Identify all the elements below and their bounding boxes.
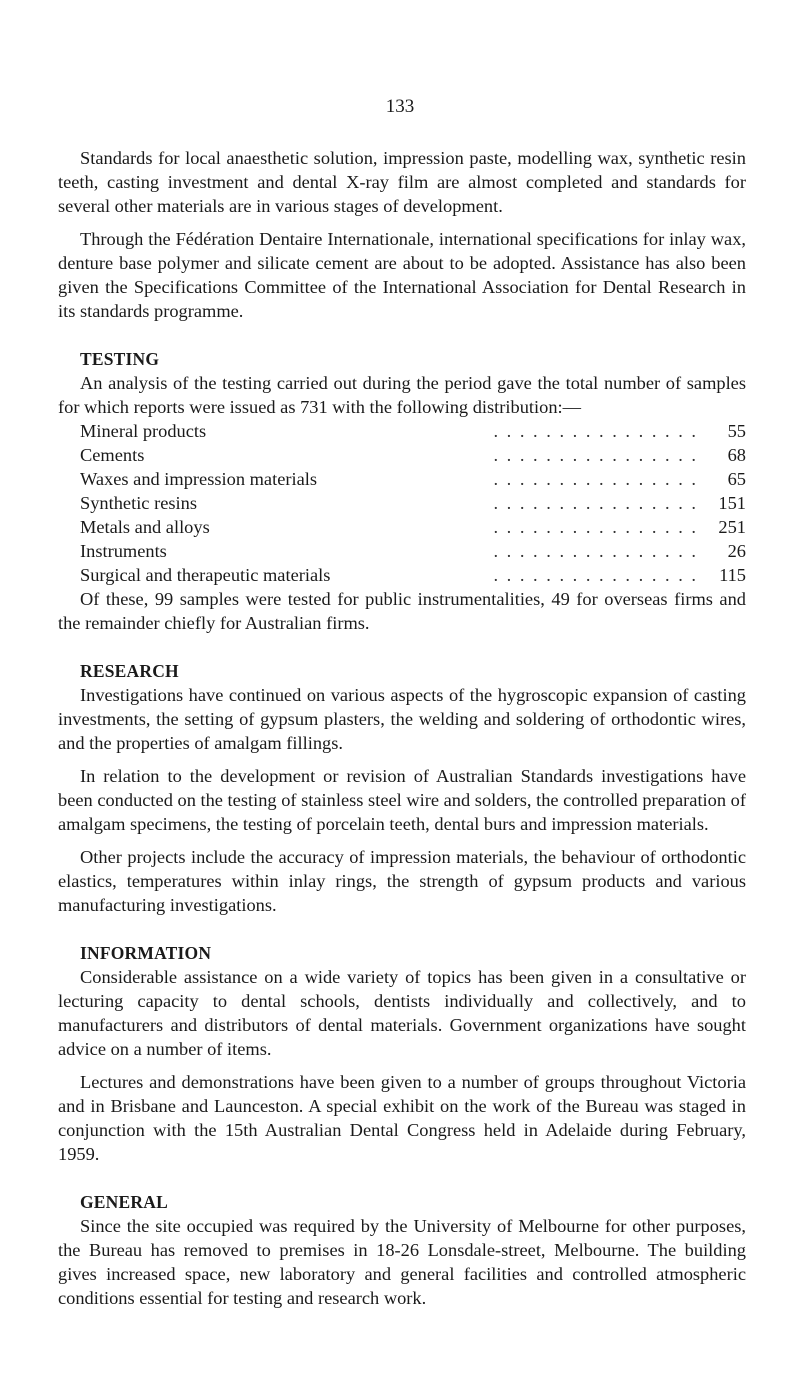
leader-dots: . . . . . . . . . . . . . . . . xyxy=(493,421,698,441)
research-paragraph: Other projects include the accuracy of impression materials, the behaviour of orthodontic elastics, temperatures within inlay rings, the strength of gypsum products and various manufacturing investigations. xyxy=(58,847,746,915)
leader-dots: . . . . . . . . . . . . . . . . xyxy=(493,517,698,537)
section-heading-general: GENERAL xyxy=(80,1192,168,1212)
section-heading-information: INFORMATION xyxy=(80,943,212,963)
distribution-row xyxy=(80,563,746,587)
distribution-row xyxy=(80,443,746,467)
distribution-row xyxy=(80,467,746,491)
distribution-label: Metals and alloys xyxy=(80,517,210,537)
distribution-label: Mineral products xyxy=(80,421,207,441)
page-number: 133 xyxy=(385,96,415,117)
distribution-label: Waxes and impression materials xyxy=(80,469,318,489)
distribution-label: Synthetic resins xyxy=(80,493,197,513)
distribution-value: 65 xyxy=(727,469,746,489)
distribution-value: 55 xyxy=(727,421,746,441)
distribution-value: 151 xyxy=(718,493,746,513)
leader-dots: . . . . . . . . . . . . . . . . xyxy=(493,541,698,561)
leader-dots: . . . . . . . . . . . . . . . . xyxy=(493,445,698,465)
leader-dots: . . . . . . . . . . . . . . . . xyxy=(493,493,698,513)
leader-dots: . . . . . . . . . . . . . . . . xyxy=(493,565,698,585)
section-heading-testing: TESTING xyxy=(80,349,160,369)
research-section xyxy=(58,661,746,917)
distribution-row xyxy=(80,419,746,443)
page-content xyxy=(58,146,746,1319)
section-heading-research: RESEARCH xyxy=(80,661,179,681)
distribution-value: 26 xyxy=(727,541,746,561)
distribution-label: Cements xyxy=(80,445,145,465)
distribution-row xyxy=(80,539,746,563)
testing-intro: An analysis of the testing carried out during the period gave the total number of samples for which reports were issued as 731 with the following distribution:— xyxy=(58,373,746,417)
testing-section xyxy=(58,349,746,635)
general-paragraph: Since the site occupied was required by the University of Melbourne for other purposes, the Bureau has removed to premises in 18-26 Lonsdale-street, Melbourne. The building gives increased space, new laboratory and general facilities and controlled atmospheric conditions essential for testing and research work. xyxy=(58,1216,746,1308)
intro-paragraph: Through the Fédération Dentaire Internationale, international specifications for inlay wax, denture base polymer and silicate cement are about to be adopted. Assistance has also been given the Specifications Committee of the International Association for Dental Research in its standards programme. xyxy=(58,229,746,321)
general-section xyxy=(58,1192,746,1310)
intro-paragraph: Standards for local anaesthetic solution, impression paste, modelling wax, synthetic resin teeth, casting investment and dental X-ray film are almost completed and standards for several other materials are in various stages of development. xyxy=(58,148,746,216)
distribution-value: 68 xyxy=(727,445,746,465)
testing-outro: Of these, 99 samples were tested for public instrumentalities, 49 for overseas firms and the remainder chiefly for Australian firms. xyxy=(58,589,746,633)
distribution-label: Instruments xyxy=(80,541,167,561)
distribution-row xyxy=(80,491,746,515)
distribution-row xyxy=(80,515,746,539)
information-section xyxy=(58,943,746,1166)
distribution-list xyxy=(80,419,746,587)
leader-dots: . . . . . . . . . . . . . . . . xyxy=(493,469,698,489)
distribution-value: 251 xyxy=(718,517,746,537)
information-paragraph: Considerable assistance on a wide variety of topics has been given in a consultative or lecturing capacity to dental schools, dentists individually and collectively, and to manufacturers and distributors of dental materials. Government organizations have sought advice on a number of items. xyxy=(58,967,746,1059)
research-paragraph: Investigations have continued on various aspects of the hygroscopic expansion of casting investments, the setting of gypsum plasters, the welding and soldering of orthodontic wires, and the properties of amalgam fillings. xyxy=(58,685,746,753)
research-paragraph: In relation to the development or revision of Australian Standards investigations have been conducted on the testing of stainless steel wire and solders, the controlled preparation of amalgam specimens, the testing of porcelain teeth, dental burs and impression materials. xyxy=(58,766,746,834)
information-paragraph: Lectures and demonstrations have been given to a number of groups throughout Victoria and in Brisbane and Launceston. A special exhibit on the work of the Bureau was staged in conjunction with the 15th Australian Dental Congress held in Adelaide during February, 1959. xyxy=(58,1072,746,1164)
distribution-value: 115 xyxy=(719,565,746,585)
distribution-label: Surgical and therapeutic materials xyxy=(80,565,331,585)
